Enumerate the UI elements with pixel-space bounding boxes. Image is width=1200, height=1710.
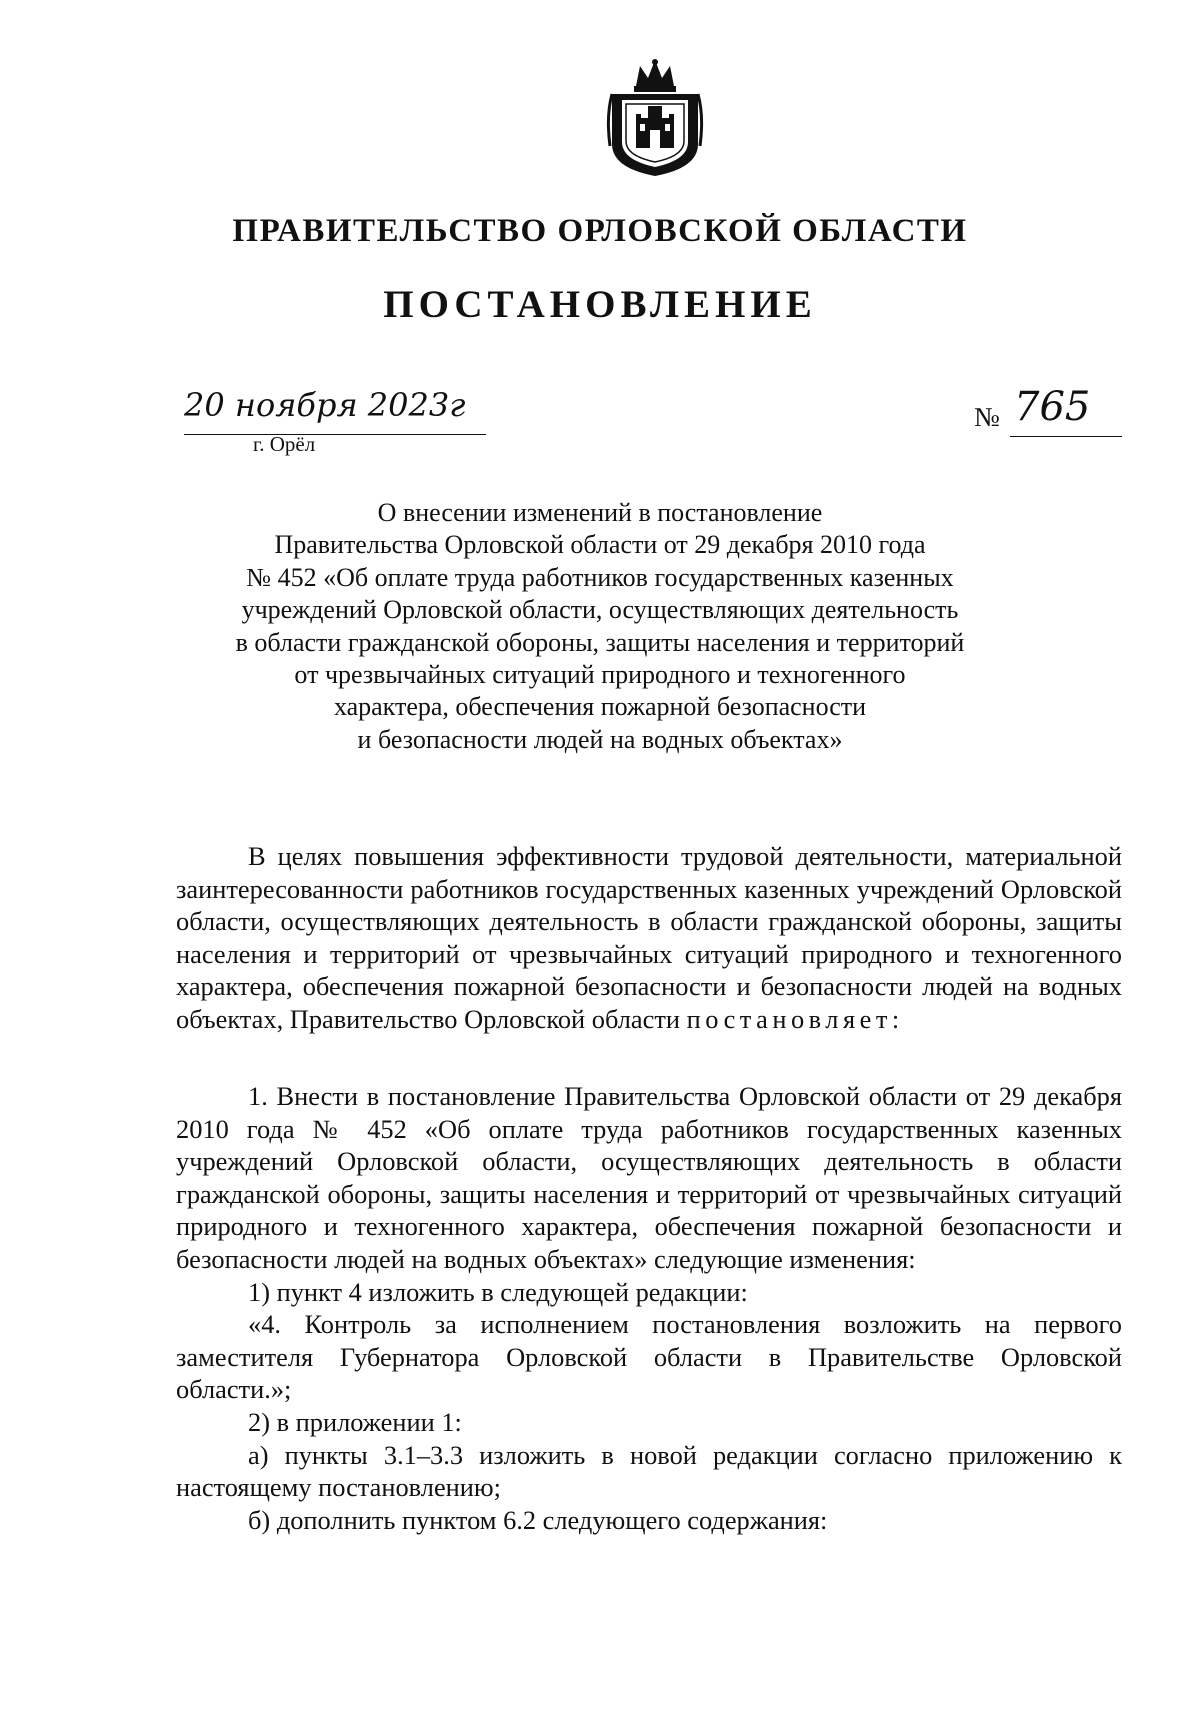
subject-line: в области гражданской обороны, защиты населения и территорий <box>235 627 965 657</box>
subject-line: О внесении изменений в постановление <box>377 498 823 527</box>
subject-line: и безопасности людей на водных объектах» <box>357 724 843 754</box>
subitem-1-quote: «4. Контроль за исполнением постановления возложить на первого заместителя Губернатора Орловской области в Правительстве Орловской области.»; <box>176 1309 1122 1405</box>
number-underline <box>1010 436 1122 437</box>
handwritten-number: 765 <box>1014 384 1091 430</box>
preamble-block <box>176 840 1122 1036</box>
subject-line: № 452 «Об оплате труда работников государственных казенных <box>246 562 954 592</box>
preamble-text: В целях повышения эффективности трудовой деятельности, материальной заинтересованности работников государственных казенных учреждений Орловской области, осуществляющих деятельность в области гражданской обороны, защиты населения и территорий от чрезвычайных ситуаций природного и техногенного характера, обеспечения пожарной безопасности и безопасности людей на водных объектах, Правительство Орловской области <box>176 841 1122 1034</box>
document-subject <box>160 497 1040 756</box>
subitem-1: 1) пункт 4 изложить в следующей редакции: <box>248 1276 748 1307</box>
subject-line: характера, обеспечения пожарной безопасности <box>333 692 867 722</box>
number-sign: № <box>974 402 1000 432</box>
document-type-title: ПОСТАНОВЛЕНИЕ <box>383 283 817 326</box>
subject-line: учреждений Орловской области, осуществляющих деятельность <box>241 595 959 625</box>
subitem-2a: а) пункты 3.1–3.3 изложить в новой редакции согласно приложению к настоящему постановлению; <box>176 1439 1122 1503</box>
decree-word: постановляет: <box>686 1003 904 1034</box>
coat-of-arms-icon <box>606 56 704 178</box>
city-label: г. Орёл <box>253 432 316 456</box>
subject-line: Правительства Орловской области от 29 декабря 2010 года <box>274 530 926 560</box>
item-1: 1. Внести в постановление Правительства Орловской области от 29 декабря 2010 года № 452 «Об оплате труда работников государственных казенных учреждений Орловской области, осуществляющих деятельность в области гражданской обороны, защиты населения и территорий от чрезвычайных ситуаций природного и техногенного характера, обеспечения пожарной безопасности и безопасности людей на водных объектах» следующие изменения: <box>176 1081 1122 1274</box>
preamble-paragraph <box>176 840 1122 1036</box>
handwritten-date: 20 ноября 2023г <box>184 386 466 424</box>
subitem-2b: б) дополнить пунктом 6.2 следующего содержания: <box>248 1504 828 1535</box>
decree-items <box>176 1080 1122 1536</box>
subject-line: от чрезвычайных ситуаций природного и техногенного <box>294 660 906 690</box>
subitem-2: 2) в приложении 1: <box>248 1406 462 1437</box>
date-underline <box>184 434 486 435</box>
organization-title: ПРАВИТЕЛЬСТВО ОРЛОВСКОЙ ОБЛАСТИ <box>232 213 968 249</box>
